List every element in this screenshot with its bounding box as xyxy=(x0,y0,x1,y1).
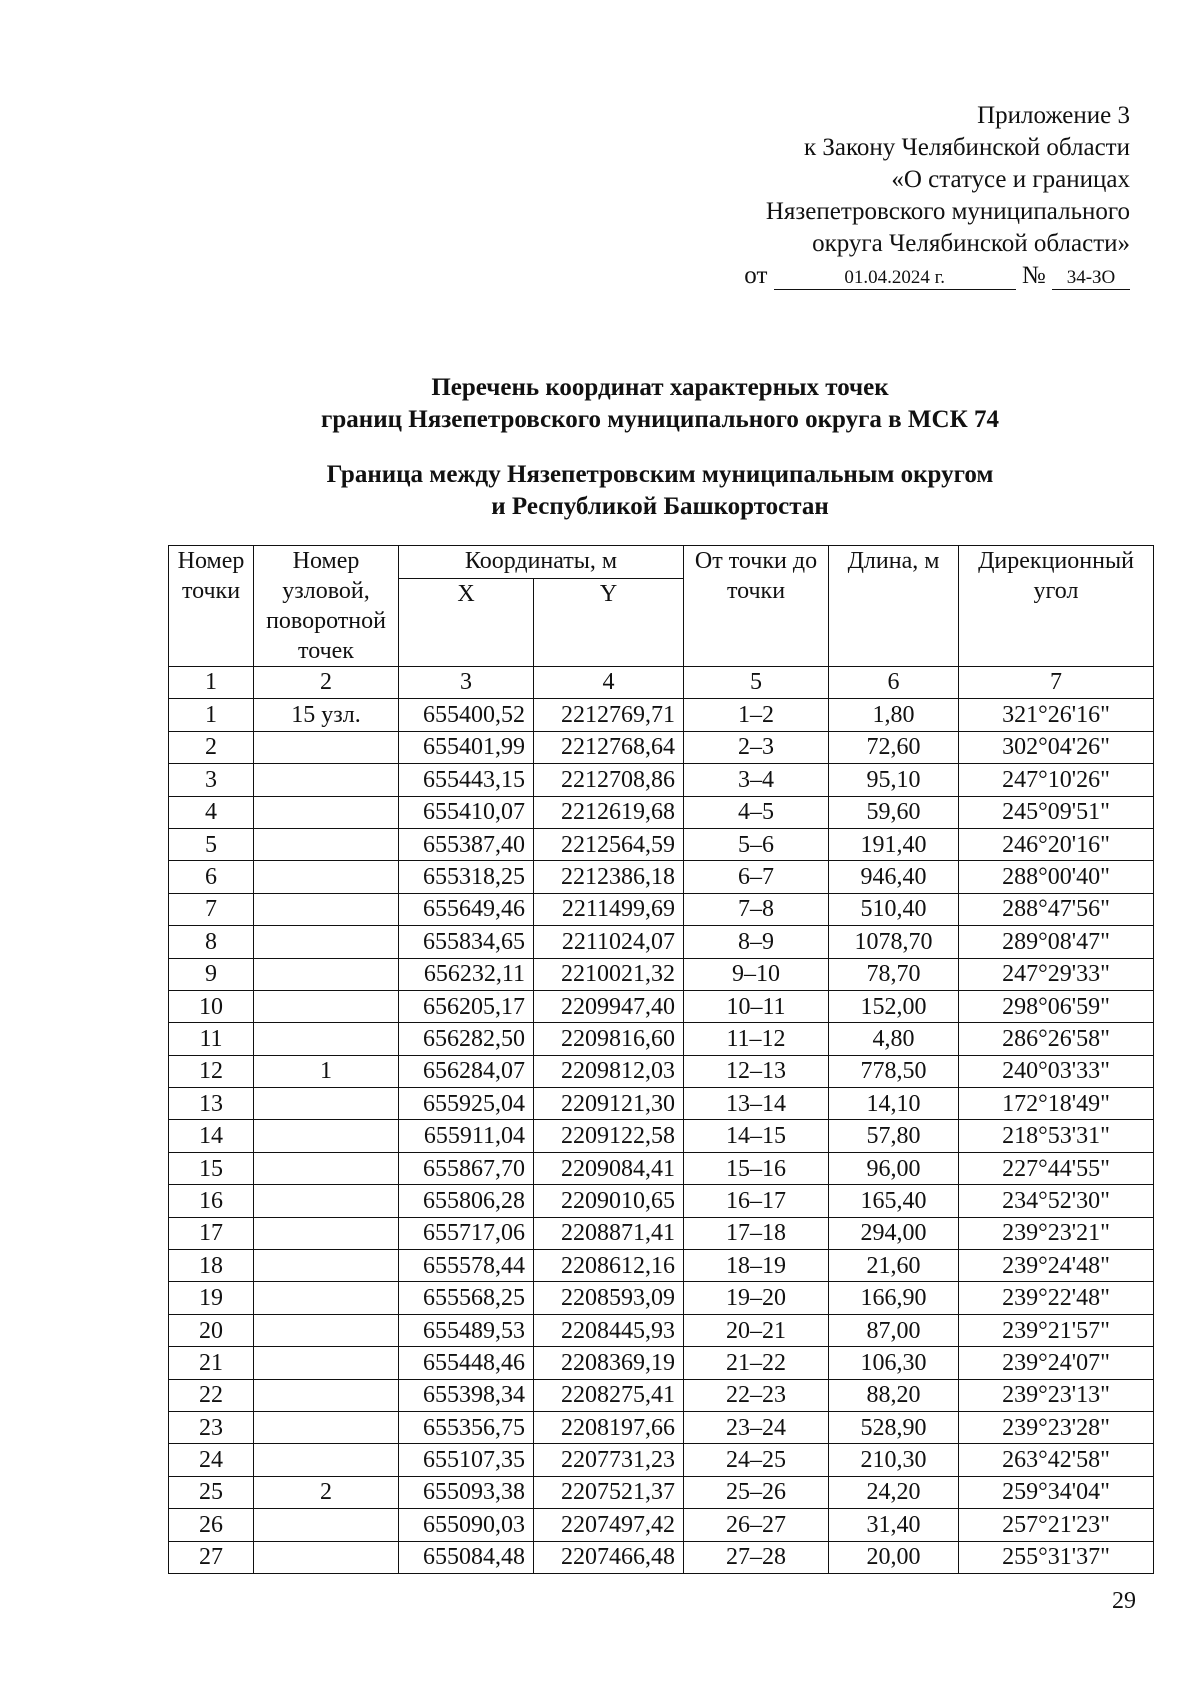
from-to: 14–15 xyxy=(684,1120,829,1152)
x-coordinate: 655925,04 xyxy=(399,1088,534,1120)
x-coordinate: 655867,70 xyxy=(399,1152,534,1184)
y-coordinate: 2212769,71 xyxy=(534,699,684,731)
header-node-number: Номер узловой, поворотной точек xyxy=(254,546,399,667)
x-coordinate: 655911,04 xyxy=(399,1120,534,1152)
table-row xyxy=(169,1088,1154,1120)
table-row xyxy=(169,958,1154,990)
y-coordinate: 2209121,30 xyxy=(534,1088,684,1120)
table-row xyxy=(169,926,1154,958)
from-to: 4–5 xyxy=(684,796,829,828)
y-coordinate: 2212386,18 xyxy=(534,861,684,893)
length: 14,10 xyxy=(829,1088,959,1120)
header-y: Y xyxy=(534,579,684,667)
table-row xyxy=(169,1347,1154,1379)
from-to: 11–12 xyxy=(684,1023,829,1055)
from-to: 10–11 xyxy=(684,990,829,1022)
point-number: 15 xyxy=(169,1152,254,1184)
direction-angle: 172°18'49" xyxy=(959,1088,1154,1120)
length: 95,10 xyxy=(829,764,959,796)
x-coordinate: 655084,48 xyxy=(399,1541,534,1573)
appendix-line-2: к Закону Челябинской области xyxy=(804,134,1130,161)
table-row xyxy=(169,1282,1154,1314)
length: 57,80 xyxy=(829,1120,959,1152)
point-number: 5 xyxy=(169,828,254,860)
length: 87,00 xyxy=(829,1314,959,1346)
direction-angle: 247°29'33" xyxy=(959,958,1154,990)
x-coordinate: 655398,34 xyxy=(399,1379,534,1411)
x-coordinate: 655489,53 xyxy=(399,1314,534,1346)
point-number: 20 xyxy=(169,1314,254,1346)
from-to: 1–2 xyxy=(684,699,829,731)
x-coordinate: 655568,25 xyxy=(399,1282,534,1314)
table-row xyxy=(169,1541,1154,1573)
column-number: 3 xyxy=(399,667,534,699)
y-coordinate: 2209010,65 xyxy=(534,1185,684,1217)
direction-angle: 245°09'51" xyxy=(959,796,1154,828)
from-to: 20–21 xyxy=(684,1314,829,1346)
table-row xyxy=(169,1185,1154,1217)
length: 946,40 xyxy=(829,861,959,893)
x-coordinate: 656284,07 xyxy=(399,1055,534,1087)
node-number xyxy=(254,1217,399,1249)
direction-angle: 234°52'30" xyxy=(959,1185,1154,1217)
x-coordinate: 655107,35 xyxy=(399,1444,534,1476)
from-to: 17–18 xyxy=(684,1217,829,1249)
point-number: 17 xyxy=(169,1217,254,1249)
point-number: 11 xyxy=(169,1023,254,1055)
direction-angle: 239°24'48" xyxy=(959,1250,1154,1282)
header-point-number: Номер точки xyxy=(169,546,254,667)
table-row xyxy=(169,1444,1154,1476)
column-number: 1 xyxy=(169,667,254,699)
coordinates-table xyxy=(168,545,1154,1574)
section-subtitle xyxy=(0,459,1200,523)
from-to: 19–20 xyxy=(684,1282,829,1314)
node-number xyxy=(254,1444,399,1476)
from-to: 25–26 xyxy=(684,1476,829,1508)
x-coordinate: 655834,65 xyxy=(399,926,534,958)
y-coordinate: 2212708,86 xyxy=(534,764,684,796)
from-to: 21–22 xyxy=(684,1347,829,1379)
appendix-line-5: округа Челябинской области» xyxy=(812,230,1130,257)
direction-angle: 239°23'13" xyxy=(959,1379,1154,1411)
column-number: 2 xyxy=(254,667,399,699)
from-to: 18–19 xyxy=(684,1250,829,1282)
y-coordinate: 2207731,23 xyxy=(534,1444,684,1476)
point-number: 7 xyxy=(169,893,254,925)
table-row xyxy=(169,731,1154,763)
y-coordinate: 2208369,19 xyxy=(534,1347,684,1379)
table-row xyxy=(169,1023,1154,1055)
from-to: 27–28 xyxy=(684,1541,829,1573)
length: 294,00 xyxy=(829,1217,959,1249)
y-coordinate: 2209084,41 xyxy=(534,1152,684,1184)
point-number: 8 xyxy=(169,926,254,958)
x-coordinate: 655410,07 xyxy=(399,796,534,828)
header-from-to: От точки до точки xyxy=(684,546,829,667)
subtitle-line-2: и Республикой Башкортостан xyxy=(491,493,829,520)
node-number xyxy=(254,1023,399,1055)
point-number: 26 xyxy=(169,1509,254,1541)
from-to: 15–16 xyxy=(684,1152,829,1184)
length: 528,90 xyxy=(829,1411,959,1443)
point-number: 12 xyxy=(169,1055,254,1087)
point-number: 3 xyxy=(169,764,254,796)
header-coordinates: Координаты, м xyxy=(399,546,684,579)
point-number: 6 xyxy=(169,861,254,893)
document-title xyxy=(0,372,1200,436)
x-coordinate: 655578,44 xyxy=(399,1250,534,1282)
direction-angle: 288°47'56" xyxy=(959,893,1154,925)
table-body xyxy=(169,699,1154,1574)
length: 106,30 xyxy=(829,1347,959,1379)
direction-angle: 239°21'57" xyxy=(959,1314,1154,1346)
x-coordinate: 655387,40 xyxy=(399,828,534,860)
y-coordinate: 2212564,59 xyxy=(534,828,684,860)
node-number xyxy=(254,1282,399,1314)
direction-angle: 247°10'26" xyxy=(959,764,1154,796)
point-number: 1 xyxy=(169,699,254,731)
direction-angle: 257°21'23" xyxy=(959,1509,1154,1541)
appendix-signature-line xyxy=(744,260,1130,292)
table-row xyxy=(169,861,1154,893)
table-row xyxy=(169,828,1154,860)
length: 31,40 xyxy=(829,1509,959,1541)
node-number xyxy=(254,958,399,990)
from-to: 9–10 xyxy=(684,958,829,990)
node-number xyxy=(254,1120,399,1152)
appendix-line-4: Нязепетровского муниципального xyxy=(765,198,1130,225)
x-coordinate: 655448,46 xyxy=(399,1347,534,1379)
point-number: 10 xyxy=(169,990,254,1022)
y-coordinate: 2211024,07 xyxy=(534,926,684,958)
from-to: 5–6 xyxy=(684,828,829,860)
y-coordinate: 2207466,48 xyxy=(534,1541,684,1573)
y-coordinate: 2209122,58 xyxy=(534,1120,684,1152)
y-coordinate: 2209812,03 xyxy=(534,1055,684,1087)
from-to: 8–9 xyxy=(684,926,829,958)
header-direction: Дирекционный угол xyxy=(959,546,1154,667)
direction-angle: 239°23'28" xyxy=(959,1411,1154,1443)
from-to: 13–14 xyxy=(684,1088,829,1120)
y-coordinate: 2208612,16 xyxy=(534,1250,684,1282)
x-coordinate: 655400,52 xyxy=(399,699,534,731)
y-coordinate: 2208871,41 xyxy=(534,1217,684,1249)
y-coordinate: 2211499,69 xyxy=(534,893,684,925)
x-coordinate: 655649,46 xyxy=(399,893,534,925)
from-to: 26–27 xyxy=(684,1509,829,1541)
y-coordinate: 2208593,09 xyxy=(534,1282,684,1314)
point-number: 4 xyxy=(169,796,254,828)
appendix-header xyxy=(744,100,1130,292)
x-coordinate: 655401,99 xyxy=(399,731,534,763)
y-coordinate: 2209947,40 xyxy=(534,990,684,1022)
direction-angle: 239°22'48" xyxy=(959,1282,1154,1314)
table-row xyxy=(169,990,1154,1022)
direction-angle: 239°23'21" xyxy=(959,1217,1154,1249)
y-coordinate: 2212768,64 xyxy=(534,731,684,763)
point-number: 14 xyxy=(169,1120,254,1152)
table-row xyxy=(169,1411,1154,1443)
x-coordinate: 655443,15 xyxy=(399,764,534,796)
point-number: 19 xyxy=(169,1282,254,1314)
point-number: 2 xyxy=(169,731,254,763)
column-number: 5 xyxy=(684,667,829,699)
table-row xyxy=(169,893,1154,925)
node-number xyxy=(254,1314,399,1346)
from-to: 23–24 xyxy=(684,1411,829,1443)
node-number xyxy=(254,1088,399,1120)
y-coordinate: 2207497,42 xyxy=(534,1509,684,1541)
node-number xyxy=(254,1250,399,1282)
table-row xyxy=(169,796,1154,828)
direction-angle: 255°31'37" xyxy=(959,1541,1154,1573)
node-number xyxy=(254,1347,399,1379)
appendix-line-1: Приложение 3 xyxy=(977,102,1130,129)
length: 1,80 xyxy=(829,699,959,731)
from-to: 12–13 xyxy=(684,1055,829,1087)
node-number xyxy=(254,1411,399,1443)
from-label: от xyxy=(744,262,768,289)
length: 510,40 xyxy=(829,893,959,925)
header-length: Длина, м xyxy=(829,546,959,667)
table-row xyxy=(169,1476,1154,1508)
direction-angle: 263°42'58" xyxy=(959,1444,1154,1476)
subtitle-line-1: Граница между Нязепетровским муниципальным округом xyxy=(326,461,994,488)
x-coordinate: 655806,28 xyxy=(399,1185,534,1217)
direction-angle: 259°34'04" xyxy=(959,1476,1154,1508)
node-number xyxy=(254,926,399,958)
node-number: 2 xyxy=(254,1476,399,1508)
point-number: 25 xyxy=(169,1476,254,1508)
number-label: № xyxy=(1021,262,1046,289)
direction-angle: 246°20'16" xyxy=(959,828,1154,860)
length: 96,00 xyxy=(829,1152,959,1184)
from-to: 2–3 xyxy=(684,731,829,763)
length: 210,30 xyxy=(829,1444,959,1476)
node-number: 15 узл. xyxy=(254,699,399,731)
point-number: 13 xyxy=(169,1088,254,1120)
x-coordinate: 655093,38 xyxy=(399,1476,534,1508)
length: 191,40 xyxy=(829,828,959,860)
x-coordinate: 656205,17 xyxy=(399,990,534,1022)
node-number xyxy=(254,1152,399,1184)
node-number xyxy=(254,764,399,796)
table-row xyxy=(169,1120,1154,1152)
point-number: 16 xyxy=(169,1185,254,1217)
y-coordinate: 2208275,41 xyxy=(534,1379,684,1411)
point-number: 24 xyxy=(169,1444,254,1476)
title-line-2: границ Нязепетровского муниципального округа в МСК 74 xyxy=(321,406,999,433)
x-coordinate: 655717,06 xyxy=(399,1217,534,1249)
from-to: 7–8 xyxy=(684,893,829,925)
from-to: 16–17 xyxy=(684,1185,829,1217)
length: 778,50 xyxy=(829,1055,959,1087)
table-row xyxy=(169,699,1154,731)
header-x: X xyxy=(399,579,534,667)
table-row xyxy=(169,1314,1154,1346)
y-coordinate: 2212619,68 xyxy=(534,796,684,828)
length: 4,80 xyxy=(829,1023,959,1055)
table-row xyxy=(169,1152,1154,1184)
point-number: 18 xyxy=(169,1250,254,1282)
column-number: 4 xyxy=(534,667,684,699)
length: 152,00 xyxy=(829,990,959,1022)
y-coordinate: 2207521,37 xyxy=(534,1476,684,1508)
from-to: 24–25 xyxy=(684,1444,829,1476)
direction-angle: 288°00'40" xyxy=(959,861,1154,893)
node-number xyxy=(254,828,399,860)
length: 78,70 xyxy=(829,958,959,990)
length: 21,60 xyxy=(829,1250,959,1282)
direction-angle: 227°44'55" xyxy=(959,1152,1154,1184)
node-number xyxy=(254,990,399,1022)
law-number: 34-ЗО xyxy=(1052,267,1130,290)
page-number: 29 xyxy=(1112,1588,1136,1614)
from-to: 6–7 xyxy=(684,861,829,893)
length: 20,00 xyxy=(829,1541,959,1573)
direction-angle: 218°53'31" xyxy=(959,1120,1154,1152)
from-to: 3–4 xyxy=(684,764,829,796)
node-number xyxy=(254,1541,399,1573)
column-number: 7 xyxy=(959,667,1154,699)
appendix-line-3: «О статусе и границах xyxy=(891,166,1130,193)
table-row xyxy=(169,1217,1154,1249)
length: 88,20 xyxy=(829,1379,959,1411)
direction-angle: 240°03'33" xyxy=(959,1055,1154,1087)
node-number xyxy=(254,1509,399,1541)
from-to: 22–23 xyxy=(684,1379,829,1411)
table-row xyxy=(169,1509,1154,1541)
node-number xyxy=(254,731,399,763)
point-number: 21 xyxy=(169,1347,254,1379)
length: 72,60 xyxy=(829,731,959,763)
point-number: 22 xyxy=(169,1379,254,1411)
node-number: 1 xyxy=(254,1055,399,1087)
point-number: 27 xyxy=(169,1541,254,1573)
y-coordinate: 2210021,32 xyxy=(534,958,684,990)
direction-angle: 289°08'47" xyxy=(959,926,1154,958)
x-coordinate: 656282,50 xyxy=(399,1023,534,1055)
table-row xyxy=(169,1379,1154,1411)
x-coordinate: 655090,03 xyxy=(399,1509,534,1541)
x-coordinate: 655318,25 xyxy=(399,861,534,893)
node-number xyxy=(254,1379,399,1411)
point-number: 9 xyxy=(169,958,254,990)
x-coordinate: 656232,11 xyxy=(399,958,534,990)
direction-angle: 302°04'26" xyxy=(959,731,1154,763)
column-number: 6 xyxy=(829,667,959,699)
node-number xyxy=(254,796,399,828)
law-date: 01.04.2024 г. xyxy=(774,267,1016,290)
y-coordinate: 2209816,60 xyxy=(534,1023,684,1055)
length: 166,90 xyxy=(829,1282,959,1314)
node-number xyxy=(254,893,399,925)
node-number xyxy=(254,861,399,893)
table-row xyxy=(169,1055,1154,1087)
point-number: 23 xyxy=(169,1411,254,1443)
x-coordinate: 655356,75 xyxy=(399,1411,534,1443)
length: 165,40 xyxy=(829,1185,959,1217)
node-number xyxy=(254,1185,399,1217)
length: 24,20 xyxy=(829,1476,959,1508)
direction-angle: 321°26'16" xyxy=(959,699,1154,731)
title-line-1: Перечень координат характерных точек xyxy=(431,374,889,401)
length: 1078,70 xyxy=(829,926,959,958)
table-row xyxy=(169,764,1154,796)
y-coordinate: 2208445,93 xyxy=(534,1314,684,1346)
y-coordinate: 2208197,66 xyxy=(534,1411,684,1443)
direction-angle: 286°26'58" xyxy=(959,1023,1154,1055)
table-row xyxy=(169,1250,1154,1282)
length: 59,60 xyxy=(829,796,959,828)
direction-angle: 298°06'59" xyxy=(959,990,1154,1022)
direction-angle: 239°24'07" xyxy=(959,1347,1154,1379)
